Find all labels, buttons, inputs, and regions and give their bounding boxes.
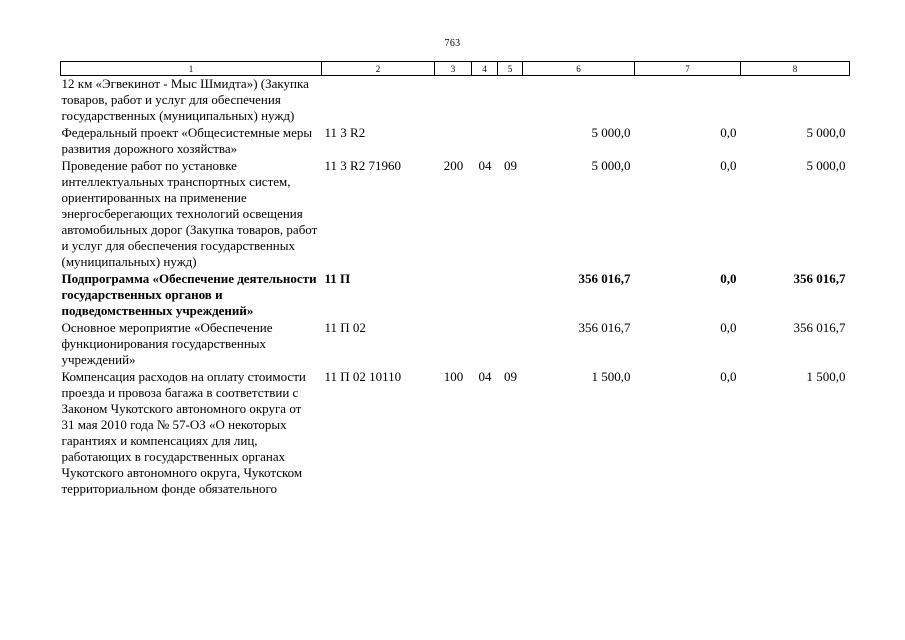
row-code: 11 П 02 <box>324 320 366 335</box>
row-value-6 <box>523 76 635 126</box>
row-rz <box>472 271 498 320</box>
table-row <box>61 158 850 271</box>
row-pr <box>498 271 523 320</box>
column-header-3: 3 <box>435 62 472 76</box>
row-value-7: 0,0 <box>720 125 737 140</box>
row-name: Основное мероприятие «Обеспечение функционирования государственных учреждений» <box>61 320 273 367</box>
row-value-8: 356 016,7 <box>793 320 846 335</box>
column-header-7: 7 <box>635 62 741 76</box>
row-rz <box>472 320 498 369</box>
row-value-7: 0,0 <box>720 271 737 286</box>
row-value-7 <box>635 76 741 126</box>
row-pr: 09 <box>504 369 517 384</box>
row-code: 11 3 R2 71960 <box>324 158 401 173</box>
row-value-6: 1 500,0 <box>591 369 631 384</box>
row-value-8 <box>741 76 850 126</box>
row-name: 12 км «Эгвекинот - Мыс Шмидта») (Закупка товаров, работ и услуг для обеспечения государственных (муниципальных) нужд) <box>61 76 309 123</box>
row-code: 11 П <box>324 271 351 286</box>
row-vr <box>435 271 472 320</box>
row-value-8: 1 500,0 <box>806 369 846 384</box>
row-name: Проведение работ по установке интеллектуальных транспортных систем, ориентированных на применение энергосберегающих технологий освещения автомобильных дорог (Закупка товаров, работ и услуг для обеспечения государственных (муниципальных) нужд) <box>61 158 318 269</box>
row-value-7: 0,0 <box>720 369 737 384</box>
column-header-5: 5 <box>498 62 523 76</box>
row-name: Подпрограмма «Обеспечение деятельности государственных органов и подведомственных учреждений» <box>61 271 317 318</box>
row-pr <box>498 76 523 126</box>
row-vr <box>435 76 472 126</box>
page-number: 763 <box>444 38 461 49</box>
row-rz <box>472 125 498 158</box>
column-header-2: 2 <box>322 62 435 76</box>
row-value-6: 356 016,7 <box>578 271 631 286</box>
row-pr <box>498 320 523 369</box>
row-name: Компенсация расходов на оплату стоимости проезда и провоза багажа в соответствии с Законом Чукотского автономного округа от 31 мая 2010 года № 57-ОЗ «О некоторых гарантиях и компенсациях для лиц, работающих в государственных органах Чукотского автономного округа, Чукотском территориальном фонде обязательного <box>61 369 306 496</box>
row-code: 11 П 02 10110 <box>324 369 402 384</box>
row-code <box>322 76 435 126</box>
row-vr <box>435 125 472 158</box>
column-header-6: 6 <box>523 62 635 76</box>
row-value-6: 5 000,0 <box>591 125 631 140</box>
row-rz: 04 <box>478 158 492 173</box>
row-name: Федеральный проект «Общесистемные меры развития дорожного хозяйства» <box>61 125 313 156</box>
column-header-1: 1 <box>61 62 322 76</box>
row-value-7: 0,0 <box>720 158 737 173</box>
budget-table <box>60 61 850 498</box>
row-value-8: 5 000,0 <box>806 125 846 140</box>
row-value-8: 5 000,0 <box>806 158 846 173</box>
row-value-6: 5 000,0 <box>591 158 631 173</box>
table-row-subprogram <box>61 271 850 320</box>
table-header <box>61 62 850 76</box>
row-value-7: 0,0 <box>720 320 737 335</box>
table-row <box>61 320 850 369</box>
row-rz <box>472 76 498 126</box>
table-row <box>61 369 850 498</box>
row-pr: 09 <box>504 158 517 173</box>
header-row <box>61 62 850 76</box>
row-vr <box>435 320 472 369</box>
row-pr <box>498 125 523 158</box>
row-value-8: 356 016,7 <box>793 271 846 286</box>
table-body <box>61 76 850 499</box>
row-code: 11 3 R2 <box>324 125 366 140</box>
row-value-6: 356 016,7 <box>578 320 631 335</box>
table-row <box>61 76 850 126</box>
column-header-8: 8 <box>741 62 850 76</box>
column-header-4: 4 <box>472 62 498 76</box>
row-rz: 04 <box>478 369 492 384</box>
table-row <box>61 125 850 158</box>
row-vr: 100 <box>443 369 464 384</box>
row-vr: 200 <box>443 158 464 173</box>
